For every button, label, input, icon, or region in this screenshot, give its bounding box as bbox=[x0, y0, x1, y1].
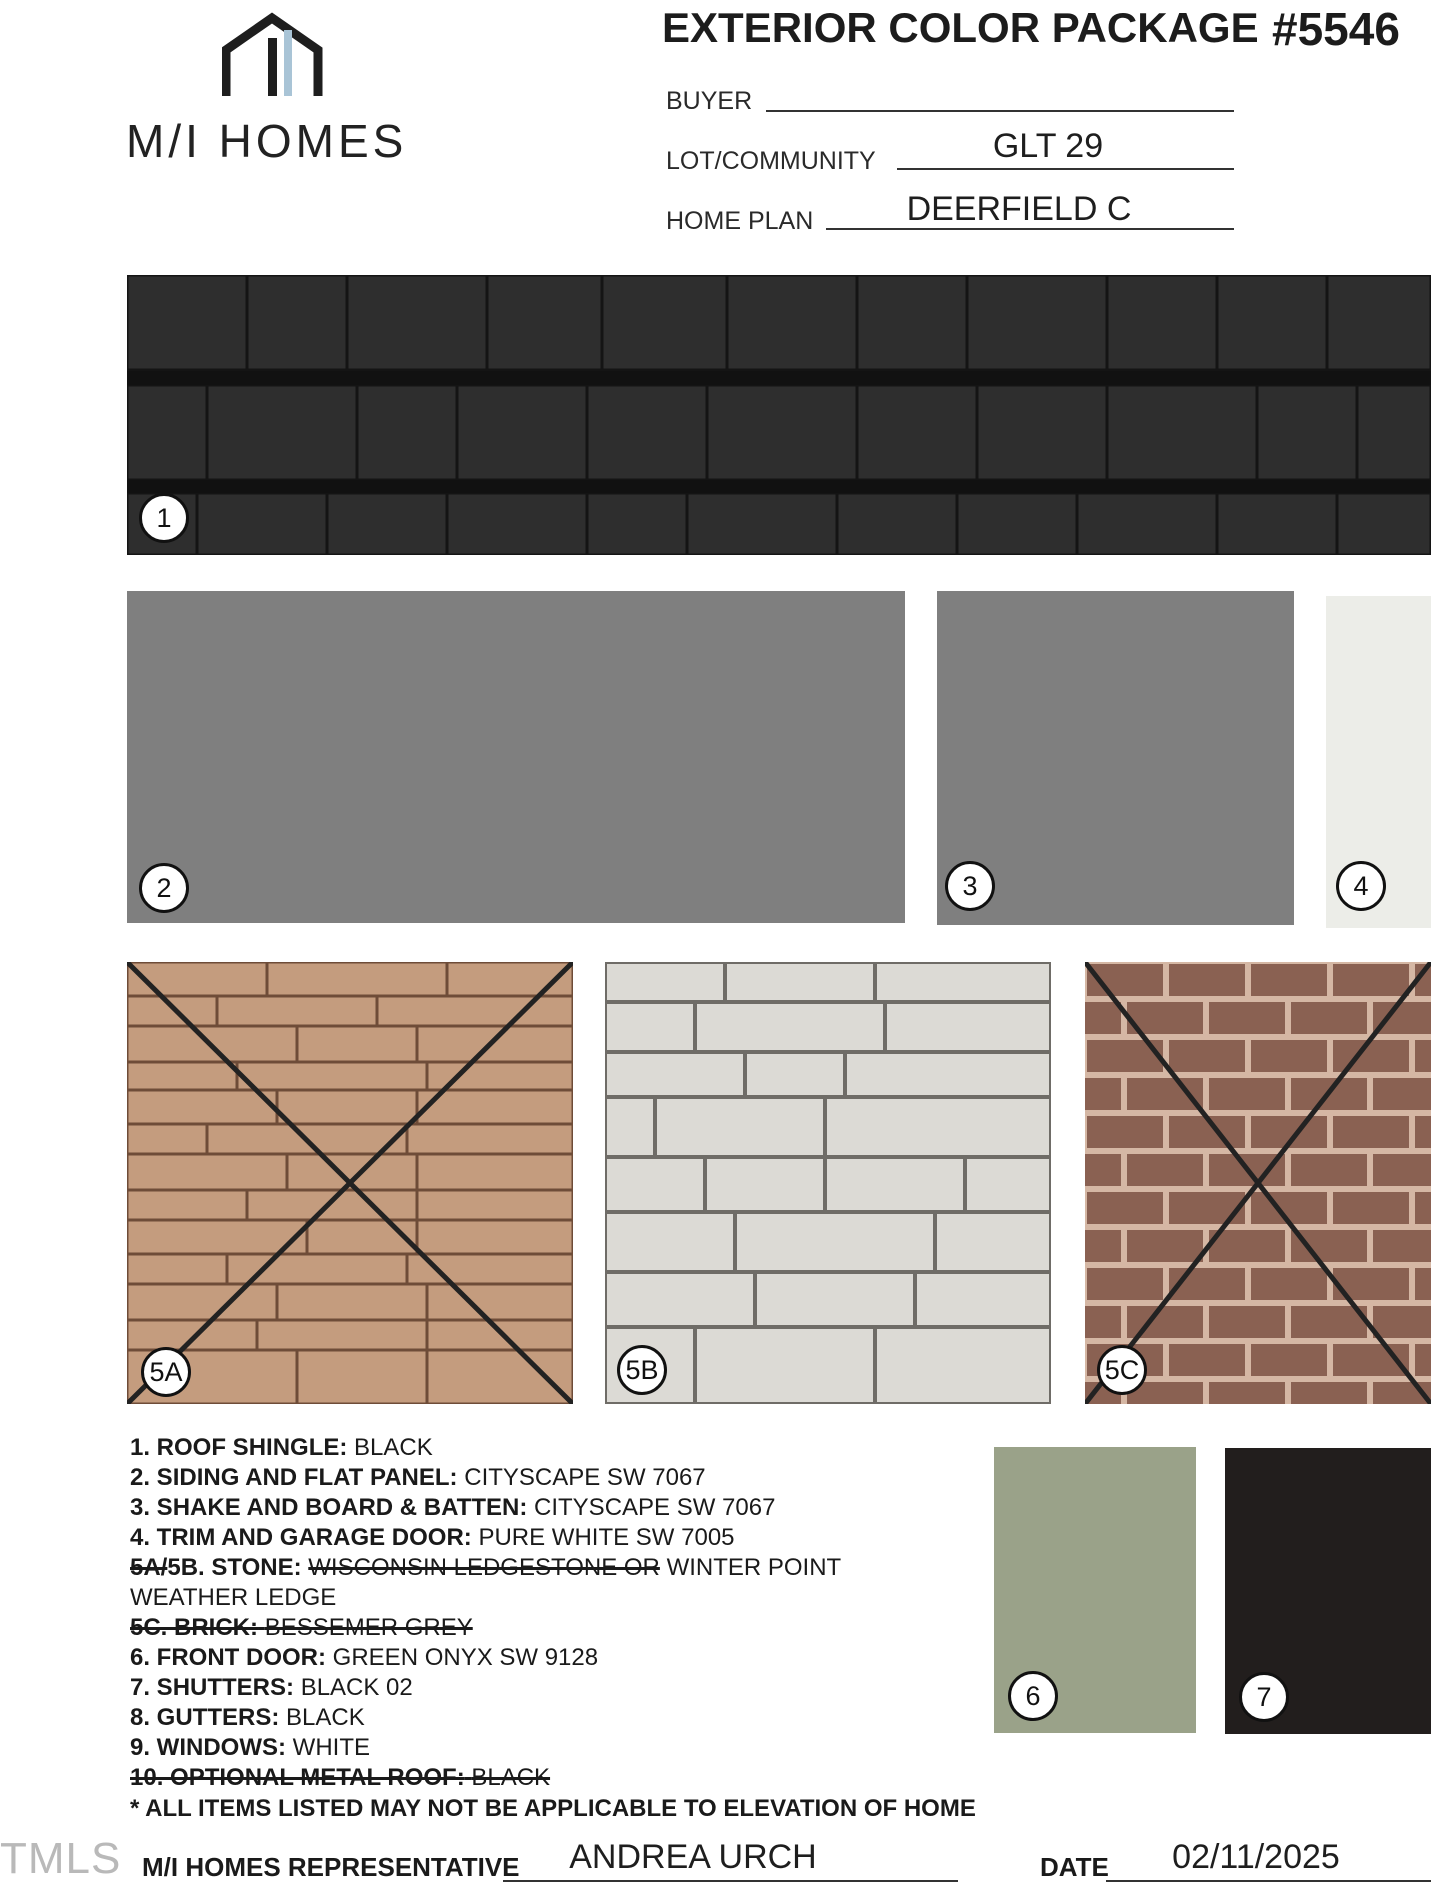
spec-item-10: 10. OPTIONAL METAL ROOF: BLACK bbox=[130, 1764, 551, 1791]
mls-watermark: TMLS bbox=[0, 1834, 122, 1883]
weather-ledge-texture bbox=[605, 962, 1051, 1404]
shutters-badge: 7 bbox=[1239, 1672, 1289, 1722]
brick-texture bbox=[1085, 962, 1431, 1404]
home-plan-value: DEERFIELD C bbox=[906, 190, 1132, 228]
date-line bbox=[1106, 1880, 1431, 1882]
representative-label: M/I HOMES REPRESENTATIVE bbox=[142, 1852, 520, 1882]
shake-badge: 3 bbox=[945, 861, 995, 911]
brand-wordmark: M/I HOMES bbox=[126, 115, 408, 167]
buyer-label: BUYER bbox=[666, 87, 753, 115]
package-title: EXTERIOR COLOR PACKAGE bbox=[662, 4, 1259, 51]
spec-item-7: 7. SHUTTERS: BLACK 02 bbox=[130, 1674, 413, 1701]
spec-item-5-cont: WEATHER LEDGE bbox=[130, 1584, 337, 1611]
trim-swatch bbox=[1326, 596, 1431, 928]
package-number: #5546 bbox=[1272, 3, 1400, 55]
roof-shingle-swatch bbox=[127, 275, 1431, 555]
spec-item-2: 2. SIDING AND FLAT PANEL: CITYSCAPE SW 7067 bbox=[130, 1464, 706, 1491]
lot-community-value: GLT 29 bbox=[992, 127, 1104, 165]
lot-community-line bbox=[897, 168, 1234, 170]
date-value: 02/11/2025 bbox=[1172, 1838, 1340, 1876]
spec-item-3: 3. SHAKE AND BOARD & BATTEN: CITYSCAPE SW 7067 bbox=[130, 1494, 776, 1521]
applicability-note: * ALL ITEMS LISTED MAY NOT BE APPLICABLE TO ELEVATION OF HOME bbox=[130, 1795, 976, 1822]
shutters-swatch bbox=[1225, 1448, 1431, 1734]
buyer-line bbox=[766, 110, 1234, 112]
stone-5a-swatch bbox=[127, 962, 573, 1404]
stone-5a-badge: 5A bbox=[141, 1347, 191, 1397]
siding-badge: 2 bbox=[139, 863, 189, 913]
home-plan-label: HOME PLAN bbox=[666, 207, 814, 235]
brick-5c-swatch bbox=[1085, 962, 1431, 1404]
siding-swatch bbox=[127, 591, 905, 923]
spec-item-4: 4. TRIM AND GARAGE DOOR: PURE WHITE SW 7005 bbox=[130, 1524, 735, 1551]
trim-badge: 4 bbox=[1336, 861, 1386, 911]
spec-item-5: 5A/5B. STONE: WISCONSIN LEDGESTONE OR WINTER POINT bbox=[130, 1554, 842, 1581]
front-door-badge: 6 bbox=[1008, 1671, 1058, 1721]
spec-item-9: 9. WINDOWS: WHITE bbox=[130, 1734, 370, 1761]
date-label: DATE bbox=[1040, 1852, 1109, 1882]
m-i-homes-logo-mark bbox=[222, 12, 326, 98]
spec-item-5c: 5C. BRICK: BESSEMER GREY bbox=[130, 1614, 473, 1641]
stone-5b-swatch bbox=[605, 962, 1051, 1404]
spec-item-6: 6. FRONT DOOR: GREEN ONYX SW 9128 bbox=[130, 1644, 599, 1671]
spec-item-8: 8. GUTTERS: BLACK bbox=[130, 1704, 365, 1731]
representative-line bbox=[503, 1880, 958, 1882]
lot-community-label: LOT/COMMUNITY bbox=[666, 147, 876, 175]
front-door-swatch bbox=[994, 1447, 1196, 1733]
brick-5c-badge: 5C bbox=[1097, 1345, 1147, 1395]
shake-swatch bbox=[937, 591, 1294, 925]
ledgestone-texture bbox=[127, 962, 573, 1404]
shingle-texture bbox=[127, 275, 1431, 555]
roof-badge: 1 bbox=[139, 493, 189, 543]
stone-5b-badge: 5B bbox=[617, 1345, 667, 1395]
representative-value: ANDREA URCH bbox=[569, 1838, 817, 1876]
spec-item-1: 1. ROOF SHINGLE: BLACK bbox=[130, 1434, 433, 1461]
